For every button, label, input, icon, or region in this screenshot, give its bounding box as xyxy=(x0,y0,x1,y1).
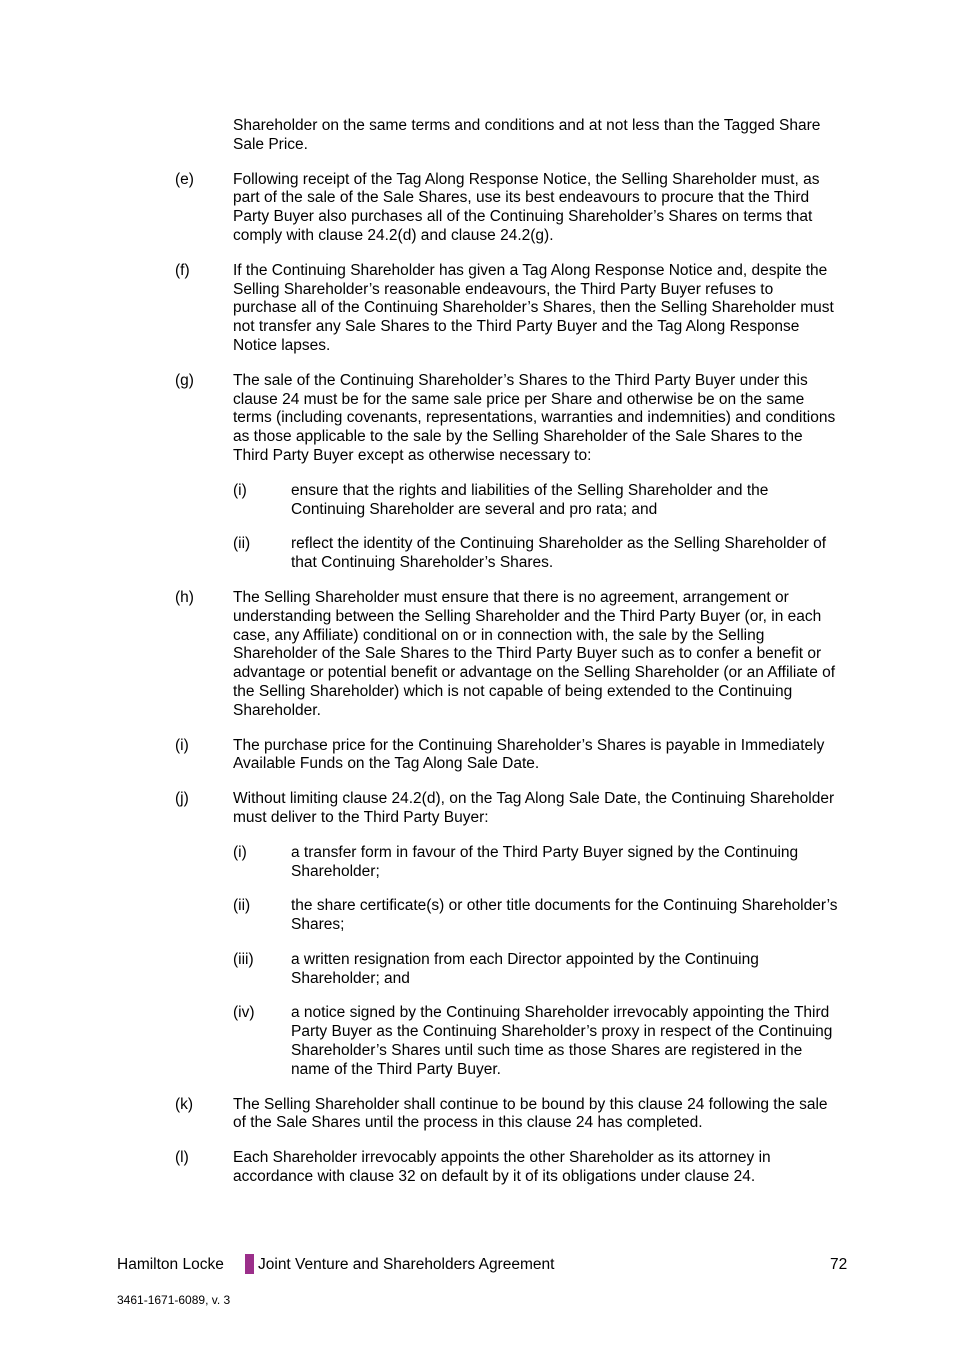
paragraph-label: (l) xyxy=(175,1149,189,1167)
subclause-paragraph xyxy=(0,951,965,989)
paragraph-text: reflect the identity of the Continuing Shareholder as the Selling Shareholder of that Continuing Shareholder’s Shares. xyxy=(291,535,827,572)
subclause-paragraph xyxy=(0,844,965,882)
paragraph-label: (ii) xyxy=(233,535,251,553)
clause-paragraph xyxy=(0,790,965,828)
paragraph-text: a transfer form in favour of the Third Party Buyer signed by the Continuing Shareholder; xyxy=(291,843,799,880)
paragraph-text: the share certificate(s) or other title documents for the Continuing Shareholder’s Shares; xyxy=(291,897,838,934)
paragraph-label: (i) xyxy=(233,843,247,861)
paragraph-text: Following receipt of the Tag Along Response Notice, the Selling Shareholder must, as part of the sale of the Sale Shares, use its best endeavours to procure that the Third Party Buyer also purchases all of the Continuing Shareholder’s Shares on terms that comply with clause 24.2(d) and clause 24.2(g). xyxy=(233,170,820,244)
paragraph-label: (e) xyxy=(175,170,194,188)
paragraph-text: The purchase price for the Continuing Shareholder’s Shares is payable in Immediately Available Funds on the Tag Along Sale Date. xyxy=(233,736,825,773)
paragraph-label: (g) xyxy=(175,371,194,389)
clause-paragraph xyxy=(0,171,965,246)
paragraph-text: ensure that the rights and liabilities of the Selling Shareholder and the Continuing Shareholder are several and pro rata; and xyxy=(291,481,769,518)
clause-paragraph xyxy=(0,1149,965,1187)
paragraph-label: (f) xyxy=(175,261,190,279)
clause-paragraph xyxy=(0,589,965,721)
paragraph-text: The sale of the Continuing Shareholder’s Shares to the Third Party Buyer under this clause 24 must be for the same sale price per Share and otherwise be on the same terms (including covenants, representations, warranties and indemnities) and conditions as those applicable to the sale by the Selling Shareholder of the Sale Shares to the Third Party Buyer except as otherwise necessary to: xyxy=(233,371,836,464)
paragraph-text: If the Continuing Shareholder has given a Tag Along Response Notice and, despite the Selling Shareholder’s reasonable endeavours, the Third Party Buyer refuses to purchase all of the Continuing Shareholder’s Shares, then the Selling Shareholder must not transfer any Sale Shares to the Third Party Buyer and the Tag Along Response Notice lapses. xyxy=(233,261,834,354)
clause-paragraph xyxy=(0,737,965,775)
subclause-paragraph xyxy=(0,482,965,520)
page-footer xyxy=(0,1254,965,1276)
paragraph-label: (iv) xyxy=(233,1004,255,1022)
clause-body xyxy=(0,117,965,1203)
paragraph-text: Shareholder on the same terms and conditions and at not less than the Tagged Share Sale Price. xyxy=(233,117,821,153)
paragraph-text: Each Shareholder irrevocably appoints the other Shareholder as its attorney in accordance with clause 32 on default by it of its obligations under clause 24. xyxy=(233,1149,771,1186)
clause-paragraph xyxy=(0,262,965,356)
paragraph-label: (i) xyxy=(233,481,247,499)
paragraph-text: The Selling Shareholder must ensure that there is no agreement, arrangement or understanding between the Selling Shareholder and the Third Party Buyer (or, in each case, any Affiliate) conditional on or in connection with, the sale by the Selling Shareholder of the Sale Shares to the Third Party Buyer such as to confer a benefit or advantage or potential benefit or advantage on the Selling Shareholder (or an Affiliate of the Selling Shareholder) which is not capable of being extended to the Continuing Shareholder. xyxy=(233,588,836,719)
paragraph-label: (ii) xyxy=(233,897,251,915)
footer-accent-bar xyxy=(245,1254,254,1274)
paragraph-label: (k) xyxy=(175,1095,194,1113)
clause-paragraph xyxy=(0,372,965,466)
paragraph-label: (h) xyxy=(175,588,194,606)
clause-paragraph xyxy=(0,117,965,155)
paragraph-text: a written resignation from each Director appointed by the Continuing Shareholder; and xyxy=(291,950,759,987)
paragraph-label: (i) xyxy=(175,736,189,754)
paragraph-label: (j) xyxy=(175,790,189,808)
document-id: 3461-1671-6089, v. 3 xyxy=(117,1293,231,1307)
paragraph-label: (iii) xyxy=(233,950,254,968)
clause-paragraph xyxy=(0,1096,965,1134)
page-number: 72 xyxy=(830,1256,848,1273)
footer-firm-name: Hamilton Locke xyxy=(117,1256,224,1273)
paragraph-text: Without limiting clause 24.2(d), on the Tag Along Sale Date, the Continuing Shareholder must deliver to the Third Party Buyer: xyxy=(233,790,835,826)
paragraph-text: The Selling Shareholder shall continue to be bound by this clause 24 following the sale of the Sale Shares until the process in this clause 24 has completed. xyxy=(233,1095,828,1132)
paragraph-text: a notice signed by the Continuing Shareholder irrevocably appointing the Third Party Buyer as the Continuing Shareholder’s proxy in respect of the Continuing Shareholder’s Shares until such time as those Shares are registered in the name of the Third Party Buyer. xyxy=(291,1004,833,1078)
footer-document-title: Joint Venture and Shareholders Agreement xyxy=(258,1256,555,1273)
subclause-paragraph xyxy=(0,535,965,573)
subclause-paragraph xyxy=(0,1004,965,1079)
subclause-paragraph xyxy=(0,897,965,935)
